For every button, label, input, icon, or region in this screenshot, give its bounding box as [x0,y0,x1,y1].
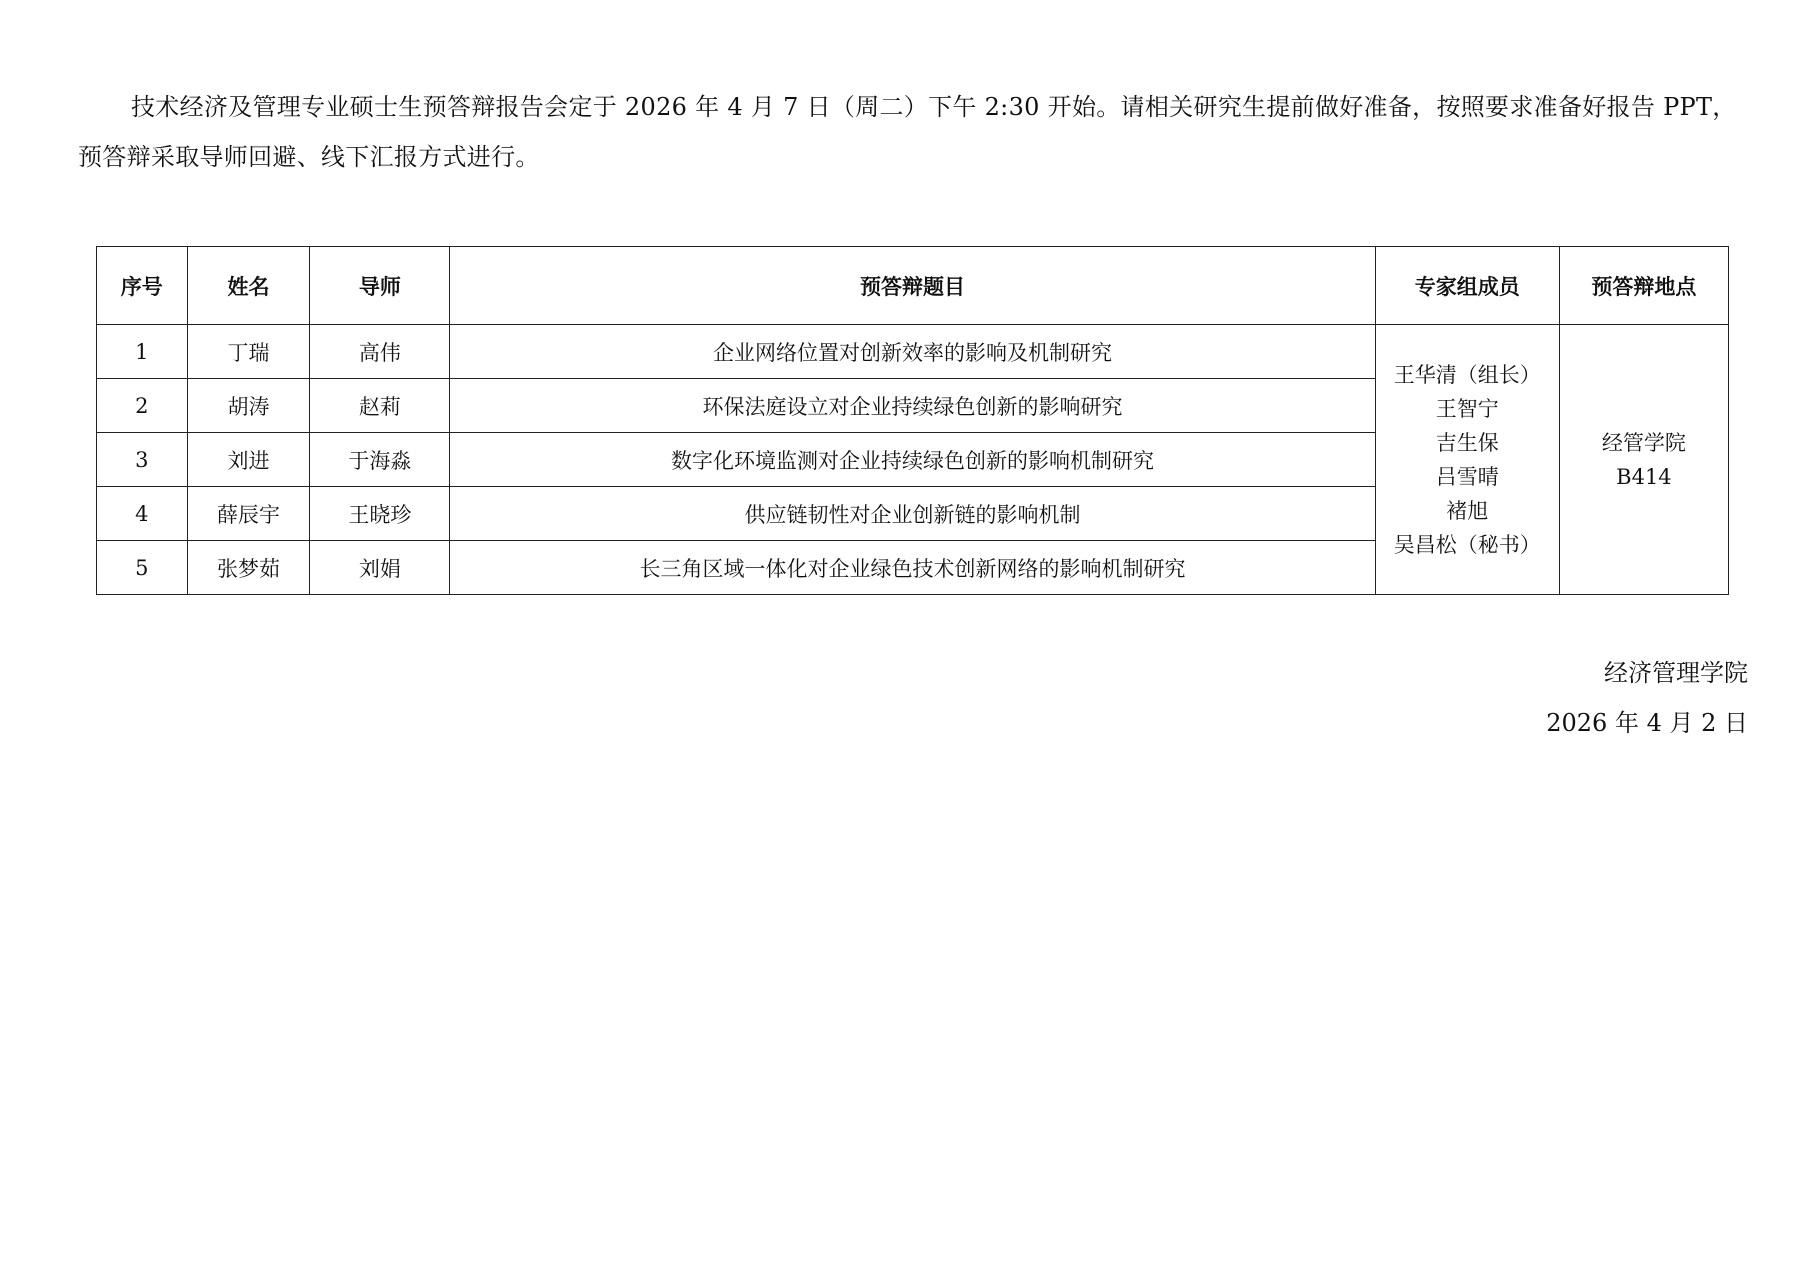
expert-member: 吉生保 [1435,430,1499,455]
cell-topic: 环保法庭设立对企业持续绿色创新的影响研究 [450,379,1375,433]
expert-member: 吴昌松（秘书） [1393,532,1541,557]
header-venue: 预答辩地点 [1559,247,1728,325]
cell-seq: 2 [97,379,188,433]
defense-schedule-table [96,246,1729,595]
header-seq: 序号 [97,247,188,325]
cell-topic: 供应链韧性对企业创新链的影响机制 [450,487,1375,541]
cell-advisor: 赵莉 [310,379,450,433]
cell-advisor: 刘娟 [310,541,450,595]
header-advisor: 导师 [310,247,450,325]
issue-date: 2026 年 4 月 2 日 [1546,709,1748,737]
cell-advisor: 王晓珍 [310,487,450,541]
expert-member: 王智宁 [1435,396,1499,421]
header-name: 姓名 [187,247,310,325]
venue-room: B414 [1616,464,1672,489]
cell-name: 丁瑞 [187,325,310,379]
cell-name: 胡涛 [187,379,310,433]
cell-name: 张梦茹 [187,541,310,595]
header-topic: 预答辩题目 [450,247,1375,325]
header-experts: 专家组成员 [1375,247,1559,325]
expert-member: 吕雪晴 [1435,464,1499,489]
cell-name: 刘进 [187,433,310,487]
signature-block [1546,648,1748,748]
notice-paragraph: 技术经济及管理专业硕士生预答辩报告会定于 2026 年 4 月 7 日（周二）下午 2:30 开始。请相关研究生提前做好准备，按照要求准备好报告 PPT，预答辩采取导师回避、线下汇报方式进行。 [78,93,1737,171]
cell-seq: 3 [97,433,188,487]
cell-advisor: 于海淼 [310,433,450,487]
cell-topic: 企业网络位置对创新效率的影响及机制研究 [450,325,1375,379]
experts-cell [1375,325,1559,595]
expert-member: 褚旭 [1446,498,1489,523]
cell-topic: 数字化环境监测对企业持续绿色创新的影响机制研究 [450,433,1375,487]
table-header-row [97,247,1729,325]
issuing-organization: 经济管理学院 [1604,659,1748,687]
cell-seq: 4 [97,487,188,541]
cell-advisor: 高伟 [310,325,450,379]
expert-member: 王华清（组长） [1393,362,1541,387]
cell-seq: 5 [97,541,188,595]
cell-topic: 长三角区域一体化对企业绿色技术创新网络的影响机制研究 [450,541,1375,595]
cell-seq: 1 [97,325,188,379]
table-row [97,325,1729,379]
venue-cell [1559,325,1728,595]
venue-building: 经管学院 [1601,430,1686,455]
cell-name: 薛辰宇 [187,487,310,541]
